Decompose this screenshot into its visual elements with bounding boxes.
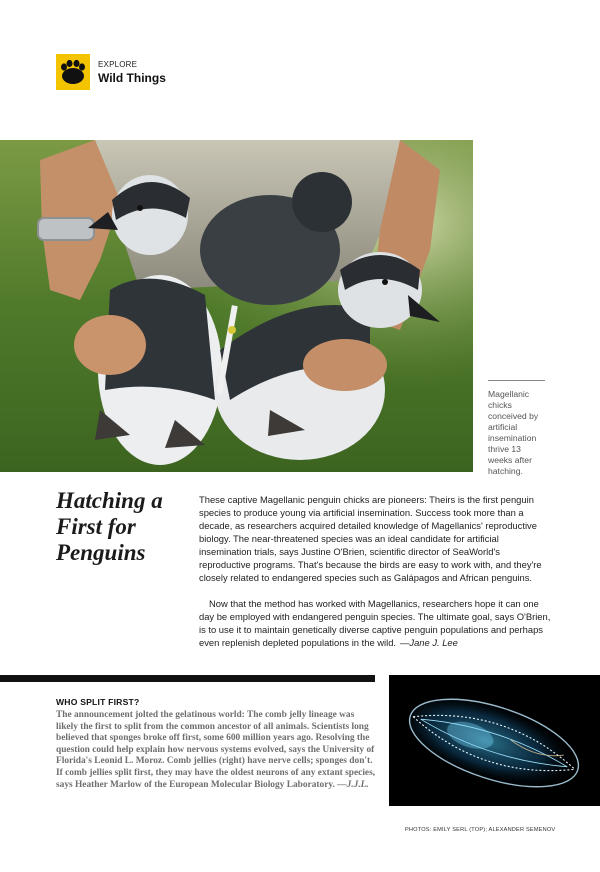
section-title: Wild Things xyxy=(98,71,166,85)
photo-caption: Magellanic chicks conceived by artificial insemination thrive 13 weeks after hatching. xyxy=(488,389,539,476)
section-kicker: EXPLORE xyxy=(98,60,138,69)
bear-paw-icon xyxy=(56,54,90,90)
comb-jelly-photo xyxy=(389,675,600,806)
article-paragraph: These captive Magellanic penguin chicks are pioneers: Theirs is the first penguin species to produce young via artificial insemination. Success took more than a decade, as researchers acquired detailed knowledge of Magellanics' reproductive biology. The near-threatened species was an ideal candidate for artificial insemination trials, says Justine O'Brien, scientific director of SeaWorld's reproductive programs. That's because the birds are easy to work with, and they're closely related to endangered species such as Galápagos and African penguins. xyxy=(199,494,542,583)
article-paragraph xyxy=(199,597,551,649)
caption-rule xyxy=(488,380,545,381)
photo-credits: PHOTOS: EMILY SERL (TOP); ALEXANDER SEMENOV xyxy=(405,827,556,833)
sidebar-story-title: WHO SPLIT FIRST? xyxy=(56,697,140,707)
penguin-chicks-photo xyxy=(0,140,473,472)
sidebar-story-body xyxy=(56,710,378,791)
sidebar-story-text: The announcement jolted the gelatinous world: The comb jelly lineage was likely the first to split from the common ancestor of all animals. Scientists long believed that sponges broke off first, some 600 million years ago. Resolving the question could help explain how nervous systems evolved, says the University of Florida's Leonid L. Moroz. Comb jellies (right) have nerve cells; sponges don't. If comb jellies split first, they may have the oldest neurons of any extant species, says Heather Marlow of the European Molecular Biology Laboratory. xyxy=(56,710,376,790)
article-headline: Hatching a First for Penguins xyxy=(56,488,163,565)
article-byline: —Jane J. Lee xyxy=(400,637,458,648)
article-paragraph-text: Now that the method has worked with Magellanics, researchers hope it can one day be employed with endangered penguin species. The ultimate goal, says O'Brien, is to use it to maintain genetically diverse captive penguin populations and perhaps even replenish depleted populations in the wild. xyxy=(199,598,551,648)
sidebar-story-byline: —J.J.L. xyxy=(337,779,369,790)
story-rule xyxy=(0,675,375,682)
